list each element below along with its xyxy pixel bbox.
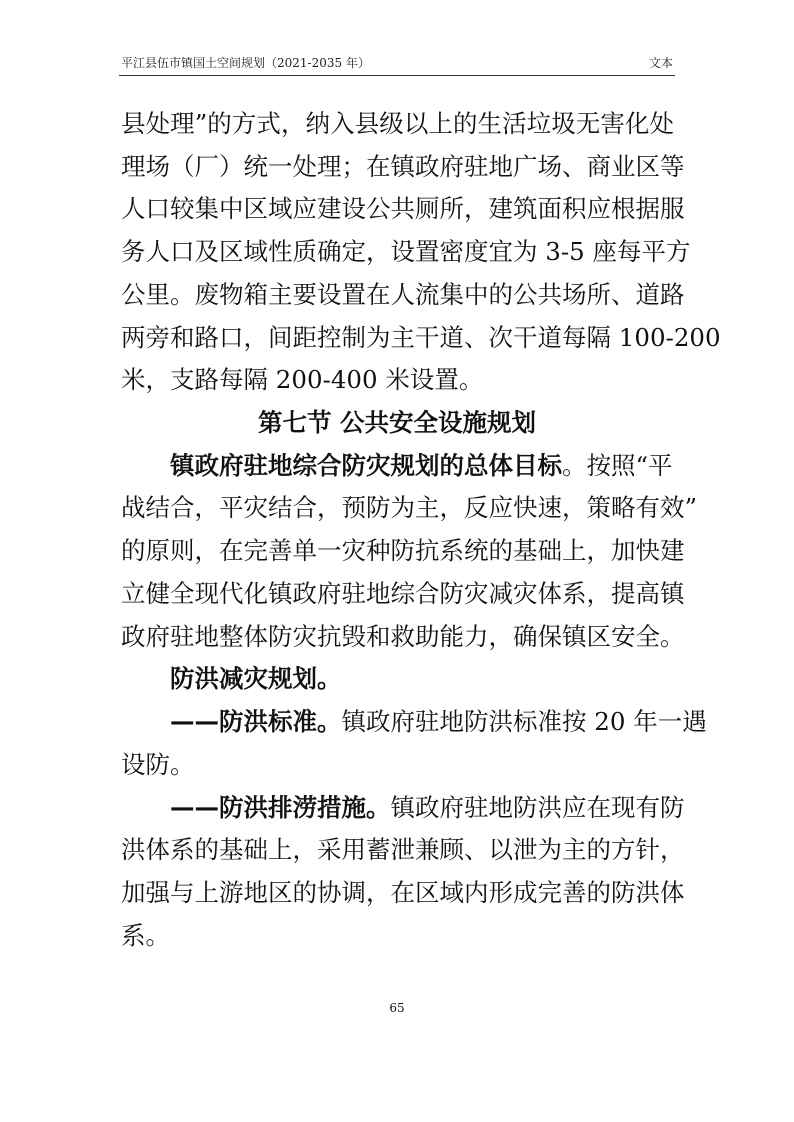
item1-lead: ——防洪标准。 [170,707,342,737]
item1-line-2: 设防。 [121,749,195,779]
item2-rest: 镇政府驻地防洪应在现有防 [390,792,685,822]
para1-line-7: 米，支路每隔 200-400 米设置。 [121,365,484,395]
item1-rest: 镇政府驻地防洪标准按 20 年一遇 [341,707,707,737]
para1-line-4: 务人口及区域性质确定，设置密度宜为 3-5 座每平方 [121,237,691,267]
para1-line-2: 理场（厂）统一处理；在镇政府驻地广场、商业区等 [121,151,685,181]
page-number: 65 [389,1001,405,1015]
item2-line-1 [170,791,685,825]
para2-line-4: 立健全现代化镇政府驻地综合防灾减灾体系，提高镇 [121,578,685,608]
para1-line-3: 人口较集中区域应建设公共厕所，建筑面积应根据服 [121,194,685,224]
flood-heading: 防洪减灾规划。 [170,664,342,694]
para2-lead: 镇政府驻地综合防灾规划的总体目标 [170,450,562,480]
para2-line-2: 战结合，平灾结合，预防为主，反应快速，策略有效” [121,493,698,523]
header-title: 平江县伍市镇国土空间规划（2021-2035 年） [121,56,370,70]
section-title: 第七节 公共安全设施规划 [257,408,537,438]
item2-line-2: 洪体系的基础上，采用蓄泄兼顾、以泄为主的方针， [121,835,685,865]
para2-line-3: 的原则，在完善单一灾种防抗系统的基础上，加快建 [121,536,685,566]
item2-line-3: 加强与上游地区的协调，在区域内形成完善的防洪体 [121,877,685,907]
item1-line-1 [170,705,707,739]
para2-line-1-rest: 。按照“平 [562,450,673,480]
para2-line-1 [170,449,674,483]
header-divider [119,75,675,76]
item2-lead: ——防洪排涝措施。 [170,792,391,822]
item2-line-4: 系。 [121,920,170,950]
para2-line-5: 政府驻地整体防灾抗毁和救助能力，确保镇区安全。 [121,621,685,651]
para1-line-6: 两旁和路口，间距控制为主干道、次干道每隔 100-200 [121,322,721,352]
para1-line-5: 公里。废物箱主要设置在人流集中的公共场所、道路 [121,279,685,309]
para1-line-1: 县处理”的方式，纳入县级以上的生活垃圾无害化处 [121,109,674,138]
header-section: 文本 [648,56,673,70]
